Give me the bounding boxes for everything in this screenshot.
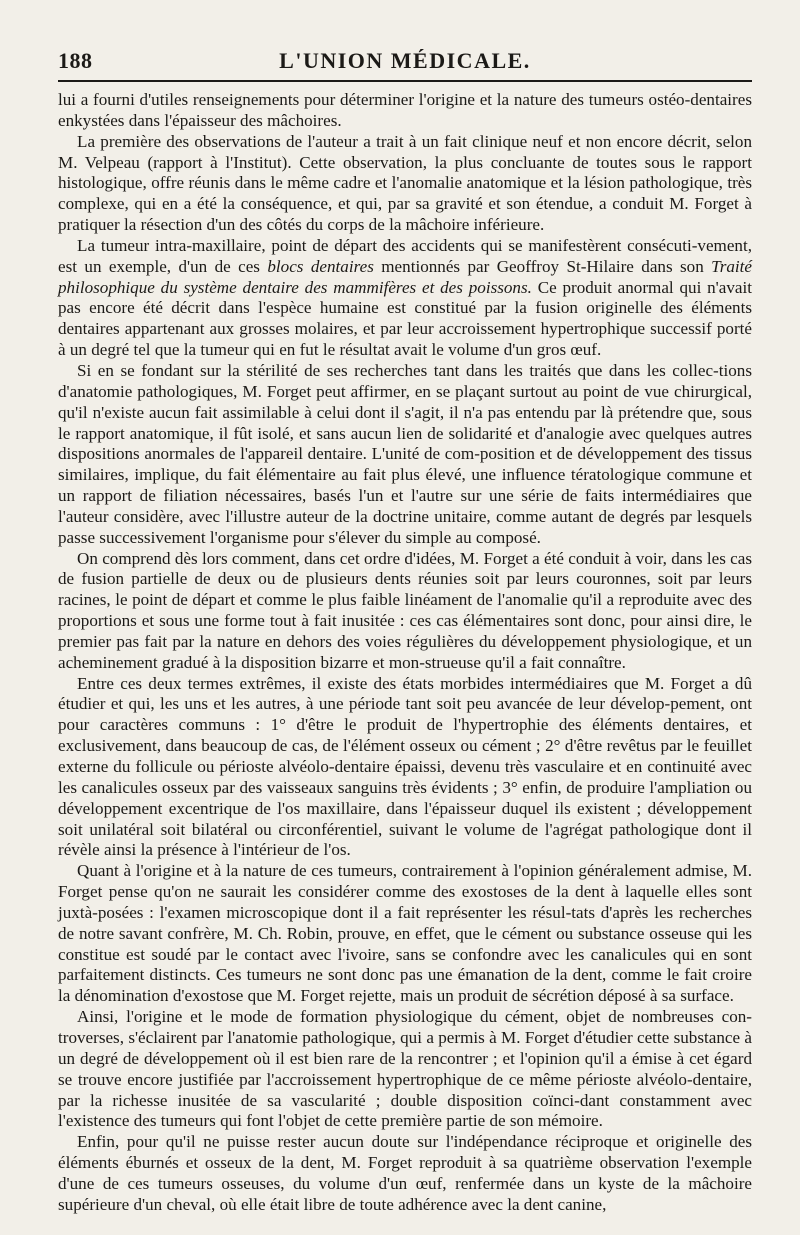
paragraph-text: mentionnés par Geoffroy St-Hilaire dans son: [373, 256, 712, 276]
paragraph-text: Ainsi, l'origine et le mode de formation physiologique du cément, objet de nombreuses con-troverses, s'éclairent par l'anatomie pathologique, qui a permis à M. Forget d'étudier cette substance à un degré de développement où il est bien rare de la rencontrer ; et l'opinion qu'il a émise à cet égard se trouve encore justifiée par l'accroissement hypertrophique de ce même périoste alvéolo-dentaire, par la richesse inusitée de sa vascularité ; double disposition coïnci-dant constamment avec l'existence des tumeurs qui font l'objet de cette première partie de son mémoire.: [58, 1007, 752, 1131]
paragraph: [58, 1132, 752, 1215]
paragraph-text: La première des observations de l'auteur a trait à un fait clinique neuf et non encore décrit, selon M. Velpeau (rapport à l'Institut). Cette observation, la plus concluante de toutes sous le rapport histologique, offre réunis dans le même cadre et l'anomalie anatomique et la lésion pathologique, très complexe, qui en a été la conséquence, et qui, par sa gravité et son étendue, a conduit M. Forget à pratiquer la résection d'un des côtés du corps de la mâchoire inférieure.: [58, 131, 752, 235]
paragraph: [58, 861, 752, 1007]
paragraph: [58, 674, 752, 862]
paragraph-text: lui a fourni d'utiles renseignements pour déterminer l'origine et la nature des tumeurs ostéo-dentaires enkystées dans l'épaisseur des mâchoires.: [58, 90, 752, 130]
paragraph: [58, 1007, 752, 1132]
paragraph-text: Quant à l'origine et à la nature de ces tumeurs, contrairement à l'opinion généralement admise, M. Forget pense qu'on ne saurait les considérer comme des exostoses de la dent à laquelle elles sont juxtà-posées : l'examen microscopique dont il a fait représenter les résul-tats d'après les recherches de notre savant confrère, M. Ch. Robin, prouve, en effet, que le cément ou substance osseuse qui les constitue est soudé par le contact avec l'ivoire, sans se confondre avec les canalicules qui en sont parfaitement distincts. Ces tumeurs ne sont donc pas une émanation de la dent, comme le fait croire la dénomination d'exostose que M. Forget rejette, mais un produit de sécrétion déposé à sa surface.: [58, 861, 752, 1006]
paragraph-text: Si en se fondant sur la stérilité de ses recherches tant dans les traités que dans les collec-tions d'anatomie pathologiques, M. Forget peut affirmer, en se plaçant surtout au point de vue chirurgical, qu'il n'existe aucun fait assimilable à celui dont il s'agit, il n'a pas entendu par là prétendre que, sous le rapport anatomique, il fût isolé, et sans aucun lien de solidarité et d'analogie avec quelques autres dispositions anormales de l'appareil dentaire. L'unité de com-position et de développement des tissus similaires, implique, du fait élémentaire au fait plus élevé, une influence tératologique commune et un rapport de filiation nécessaires, basés l'un et l'autre sur une série de faits intermédiaires que l'auteur considère, avec l'illustre auteur de la doctrine unitaire, comme autant de degrés par lesquels passe successivement l'organisme pour s'élever du simple au composé.: [58, 360, 752, 547]
running-head: [58, 44, 752, 80]
paragraph-text: Ce produit anormal qui n'avait pas encore été décrit dans l'espèce humaine est constitué par la fusion originelle des éléments dentaires appartenant aux grosses molaires, et par leur accroissement hypertrophique successif porté à un degré tel que la tumeur qui en fut le résultat avait le volume d'un gros œuf.: [58, 277, 752, 360]
journal-title: L'UNION MÉDICALE.: [279, 48, 531, 73]
paragraph: [58, 236, 752, 361]
paragraph-text: On comprend dès lors comment, dans cet ordre d'idées, M. Forget a été conduit à voir, dans les cas de fusion partielle de deux ou de plusieurs dents réunies soit par leurs couronnes, soit par leurs racines, le point de départ et comme le plus faible linéament de l'anomalie qu'il a reproduite avec des proportions et sous une forme tout à fait inusitée : ces cas élémentaires sont donc, pour ainsi dire, le premier pas fait par la nature en dehors des voies régulières du développement physiologique, et un acheminement gradué à la disposition bizarre et mon-strueuse qu'il a fait connaître.: [58, 548, 752, 672]
body-text: [58, 90, 752, 1216]
italic-text: blocs dentaires: [267, 256, 374, 276]
paragraph: [58, 132, 752, 236]
page-number: 188: [58, 48, 93, 73]
paragraph-text: Enfin, pour qu'il ne puisse rester aucun doute sur l'indépendance réciproque et originelle des éléments éburnés et osseux de la dent, M. Forget reproduit à sa quatrième observation l'exemple d'une de ces tumeurs osseuses, du volume d'un œuf, renfermée dans un kyste de la mâchoire supérieure d'un cheval, où elle était libre de toute adhérence avec la dent canine,: [58, 1132, 752, 1214]
header-rule: [58, 80, 752, 82]
paragraph: [58, 361, 752, 549]
paragraph: [58, 549, 752, 674]
paragraph-text: La tumeur intra-maxillaire, point de départ des accidents qui se manifestèrent consécuti-vement, est un exemple, d'un de ces: [58, 235, 752, 276]
paragraph-text: Entre ces deux termes extrêmes, il existe des états morbides intermédiaires que M. Forget a dû étudier et qui, les uns et les autres, à une période tant soit peu avancée de leur dévelop-pement, ont pour caractères communs : 1° d'être le produit de l'hypertrophie des éléments dentaires, et exclusivement, dans beaucoup de cas, de l'élément osseux ou cément ; 2° d'être revêtus par le feuillet externe du follicule ou périoste alvéolo-dentaire épaissi, devenu très vasculaire et en continuité avec les canalicules osseux par des vaisseaux sanguins très évidents ; 3° enfin, de produire l'ampliation ou développement excentrique de l'os maxillaire, dans l'épaisseur duquel ils existent ; développement soit unilatéral soit bilatéral ou circonférentiel, suivant le volume de l'agrégat pathologique dont il révèle ainsi la présence à l'intérieur de l'os.: [58, 673, 752, 860]
italic-text: Traité philosophique du système dentaire des mammifères et des poissons.: [58, 256, 753, 297]
paragraph: [58, 90, 752, 132]
